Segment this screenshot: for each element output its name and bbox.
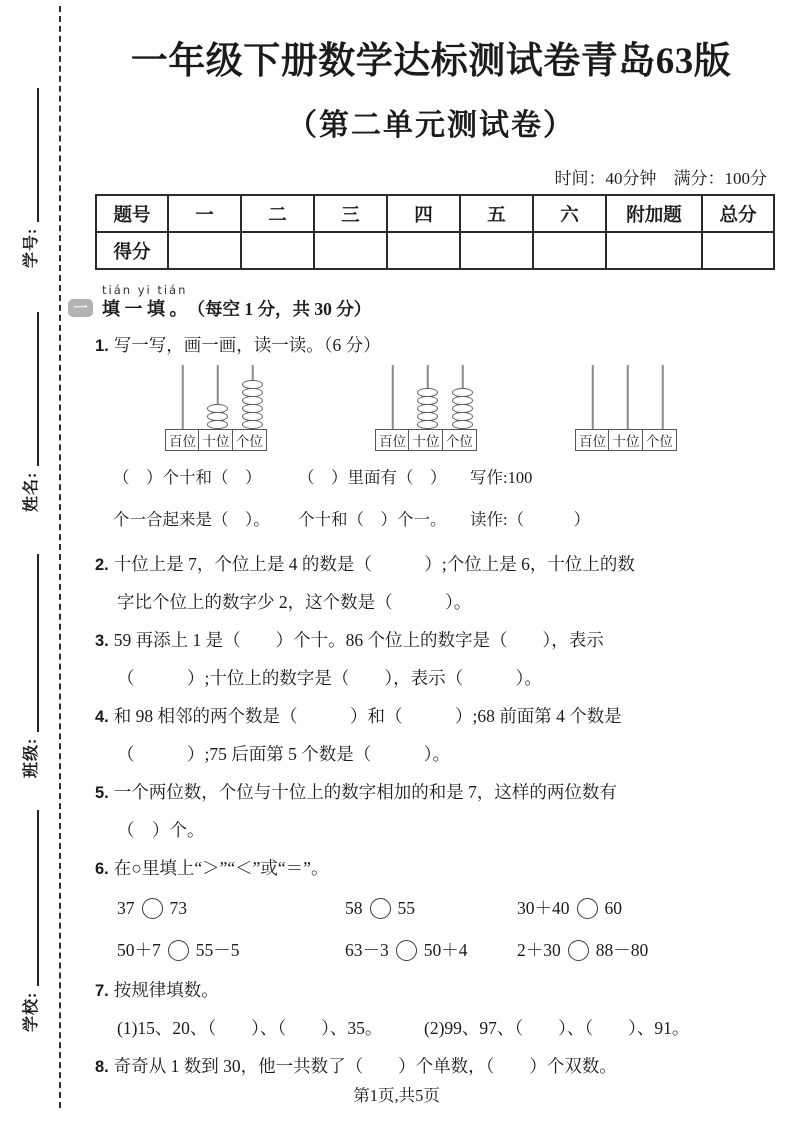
question-text: 按规律填数。 <box>113 980 219 1000</box>
abacus-bead <box>242 420 263 430</box>
score-table-column-header: 六 <box>533 195 606 232</box>
score-table <box>95 194 775 270</box>
score-table-score-row <box>96 232 774 269</box>
comparison-right-value: 55－5 <box>195 940 240 960</box>
place-value-label: 百位 <box>375 429 410 451</box>
paper-content <box>73 0 767 1085</box>
comparison-right-value: 88－80 <box>595 940 649 960</box>
abacus-rod-column <box>575 365 610 429</box>
comparison-circle-blank <box>168 940 189 961</box>
student-info-field <box>20 88 42 268</box>
comparison-circle-blank <box>396 940 417 961</box>
score-cell-empty <box>241 232 314 269</box>
answer-blank: （ ）个十和（ ） <box>113 468 262 487</box>
question-text: 写一写，画一画，读一读。（6 分） <box>113 335 381 355</box>
pattern-sequence: (1)15、20、（ ）、（ ）、35。 <box>117 1018 383 1038</box>
fill-in-blank-line <box>37 554 39 732</box>
abacus-rod <box>591 365 594 429</box>
abacus-rod-column <box>235 365 270 429</box>
abacus-row <box>95 363 767 451</box>
comparison-right-value: 55 <box>397 898 415 918</box>
abacus-rod <box>391 365 394 429</box>
comparison-left-value: 58 <box>345 898 363 918</box>
question-6 <box>95 849 767 971</box>
score-table-header-row <box>96 195 774 232</box>
question-1 <box>95 332 767 357</box>
section-one-title: 填 一 填 。 <box>102 299 188 319</box>
place-value-label: 十位 <box>198 429 233 451</box>
question-text: 在○里填上“＞”“＜”或“＝”。 <box>113 858 329 878</box>
section-one-score-note: （每空 1 分，共 30 分） <box>187 298 372 319</box>
section-title-pinyin: tián yi tián <box>102 283 188 297</box>
page-title: 一年级下册数学达标测试卷青岛63版 <box>130 41 732 82</box>
student-info-label: 学校: <box>23 991 40 1032</box>
score-table-column-header: 三 <box>314 195 387 232</box>
question-number: 2. <box>95 556 109 574</box>
comparison-right-value: 60 <box>604 898 622 918</box>
fill-in-blank-line <box>37 810 39 986</box>
question-3 <box>95 621 767 697</box>
fill-in-blank-line <box>37 88 39 222</box>
question-text: 59 再添上 1 是（ ）个十。86 个位上的数字是（ ），表示 <box>113 630 604 650</box>
question-text: 和 98 相邻的两个数是（ ）和（ ）;68 前面第 4 个数是 <box>113 706 622 726</box>
dashed-cut-line <box>59 6 61 1108</box>
section-one-badge-icon: 一 <box>68 299 93 317</box>
comparison-left-value: 30＋40 <box>517 898 570 918</box>
place-value-label: 个位 <box>642 429 677 451</box>
answer-blank: （ ）里面有（ ） <box>298 468 447 487</box>
question-text: （ ）;75 后面第 5 个数是（ ）。 <box>117 744 450 764</box>
place-value-label: 个位 <box>442 429 477 451</box>
question-1-answer-blanks <box>95 457 767 541</box>
score-cell-empty <box>314 232 387 269</box>
score-table-column-header: 一 <box>168 195 241 232</box>
question-number: 3. <box>95 632 109 650</box>
student-info-label: 学号: <box>23 227 40 268</box>
score-table-column-header: 四 <box>387 195 460 232</box>
comparison-circle-blank <box>142 898 163 919</box>
page-footer: 第1页,共5页 <box>353 1086 440 1105</box>
comparison-circle-blank <box>577 898 598 919</box>
answer-blank: 个一合起来是（ ）。 <box>113 510 270 529</box>
score-cell-empty <box>168 232 241 269</box>
question-4 <box>95 697 767 773</box>
score-cell-empty <box>460 232 533 269</box>
comparison-item <box>517 887 767 929</box>
question-7 <box>95 971 767 1047</box>
pattern-sequence: (2)99、97、（ ）、（ ）、91。 <box>424 1018 690 1038</box>
exam-meta: 时间：40分钟 满分：100分 <box>554 169 767 188</box>
section-one-header <box>73 283 767 320</box>
question-5 <box>95 773 767 849</box>
place-value-base <box>165 429 270 451</box>
score-table-column-header: 五 <box>460 195 533 232</box>
comparison-left-value: 63－3 <box>345 940 389 960</box>
question-number: 7. <box>95 982 109 1000</box>
abacus-rod <box>661 365 664 429</box>
question-number: 8. <box>95 1058 109 1076</box>
question-2 <box>95 545 767 621</box>
score-cell-empty <box>533 232 606 269</box>
comparison-right-value: 50＋4 <box>423 940 468 960</box>
question-text: 字比个位上的数字少 2，这个数是（ ）。 <box>117 592 472 612</box>
student-info-field <box>20 554 42 778</box>
place-value-label: 十位 <box>608 429 643 451</box>
answer-blank: 写作:100 <box>470 468 533 487</box>
question-number: 4. <box>95 708 109 726</box>
page-subtitle: （第二单元测试卷） <box>287 109 575 142</box>
place-value-label: 百位 <box>575 429 610 451</box>
comparison-row <box>95 887 767 929</box>
abacus-rod-column <box>410 365 445 429</box>
question-text: （ ）个。 <box>117 820 205 840</box>
question-number: 1. <box>95 337 109 355</box>
place-value-label: 百位 <box>165 429 200 451</box>
score-cell-empty <box>702 232 774 269</box>
comparison-item <box>117 887 345 929</box>
pattern-items <box>95 1009 767 1047</box>
comparison-right-value: 73 <box>169 898 187 918</box>
abacus-rod-column <box>610 365 645 429</box>
comparison-item <box>117 929 345 971</box>
question-number: 5. <box>95 784 109 802</box>
comparison-circle-blank <box>568 940 589 961</box>
question-text: 十位上是 7，个位上是 4 的数是（ ）;个位上是 6，十位上的数 <box>113 554 635 574</box>
abacus-rods <box>575 365 680 429</box>
comparison-item <box>345 887 517 929</box>
answer-blank: 个十和（ ）个一。 <box>298 510 447 529</box>
score-cell-empty <box>387 232 460 269</box>
comparison-left-value: 50＋7 <box>117 940 161 960</box>
score-row-label: 得分 <box>96 232 168 269</box>
student-info-label: 姓名: <box>23 471 40 512</box>
abacus <box>375 365 480 451</box>
abacus <box>165 365 270 451</box>
student-info-field <box>20 810 42 1032</box>
score-table-corner-label: 题号 <box>96 195 168 232</box>
place-value-label: 十位 <box>408 429 443 451</box>
student-info-label: 班级: <box>23 737 40 778</box>
score-table-column-header: 二 <box>241 195 314 232</box>
abacus-rods <box>375 365 480 429</box>
answer-blank: 读作:（ ） <box>470 510 591 529</box>
question-text: 一个两位数，个位与十位上的数字相加的和是 7，这样的两位数有 <box>113 782 617 802</box>
place-value-base <box>375 429 480 451</box>
comparison-left-value: 2＋30 <box>517 940 561 960</box>
place-value-label: 个位 <box>232 429 267 451</box>
place-value-base <box>575 429 680 451</box>
fill-in-blank-line <box>37 312 39 466</box>
comparison-left-value: 37 <box>117 898 135 918</box>
abacus <box>575 365 680 451</box>
question-number: 6. <box>95 860 109 878</box>
comparison-item <box>345 929 517 971</box>
comparison-circle-blank <box>370 898 391 919</box>
abacus-rods <box>165 365 270 429</box>
score-table-column-header: 总分 <box>702 195 774 232</box>
abacus-rod-column <box>165 365 200 429</box>
abacus-bead <box>417 420 438 430</box>
score-table-column-header: 附加题 <box>606 195 702 232</box>
abacus-bead <box>452 420 473 430</box>
abacus-rod-column <box>645 365 680 429</box>
comparison-item <box>517 929 767 971</box>
question-text: 奇奇从 1 数到 30，他一共数了（ ）个单数，（ ）个双数。 <box>113 1056 617 1076</box>
question-8 <box>95 1047 767 1085</box>
abacus-bead <box>207 420 228 430</box>
comparison-row <box>95 929 767 971</box>
abacus-rod <box>626 365 629 429</box>
abacus-rod <box>181 365 184 429</box>
comparison-rows <box>95 887 767 971</box>
abacus-rod-column <box>445 365 480 429</box>
student-info-field <box>20 312 42 512</box>
abacus-rod-column <box>200 365 235 429</box>
score-cell-empty <box>606 232 702 269</box>
question-text: （ ）;十位上的数字是（ ），表示（ ）。 <box>117 668 542 688</box>
abacus-rod-column <box>375 365 410 429</box>
